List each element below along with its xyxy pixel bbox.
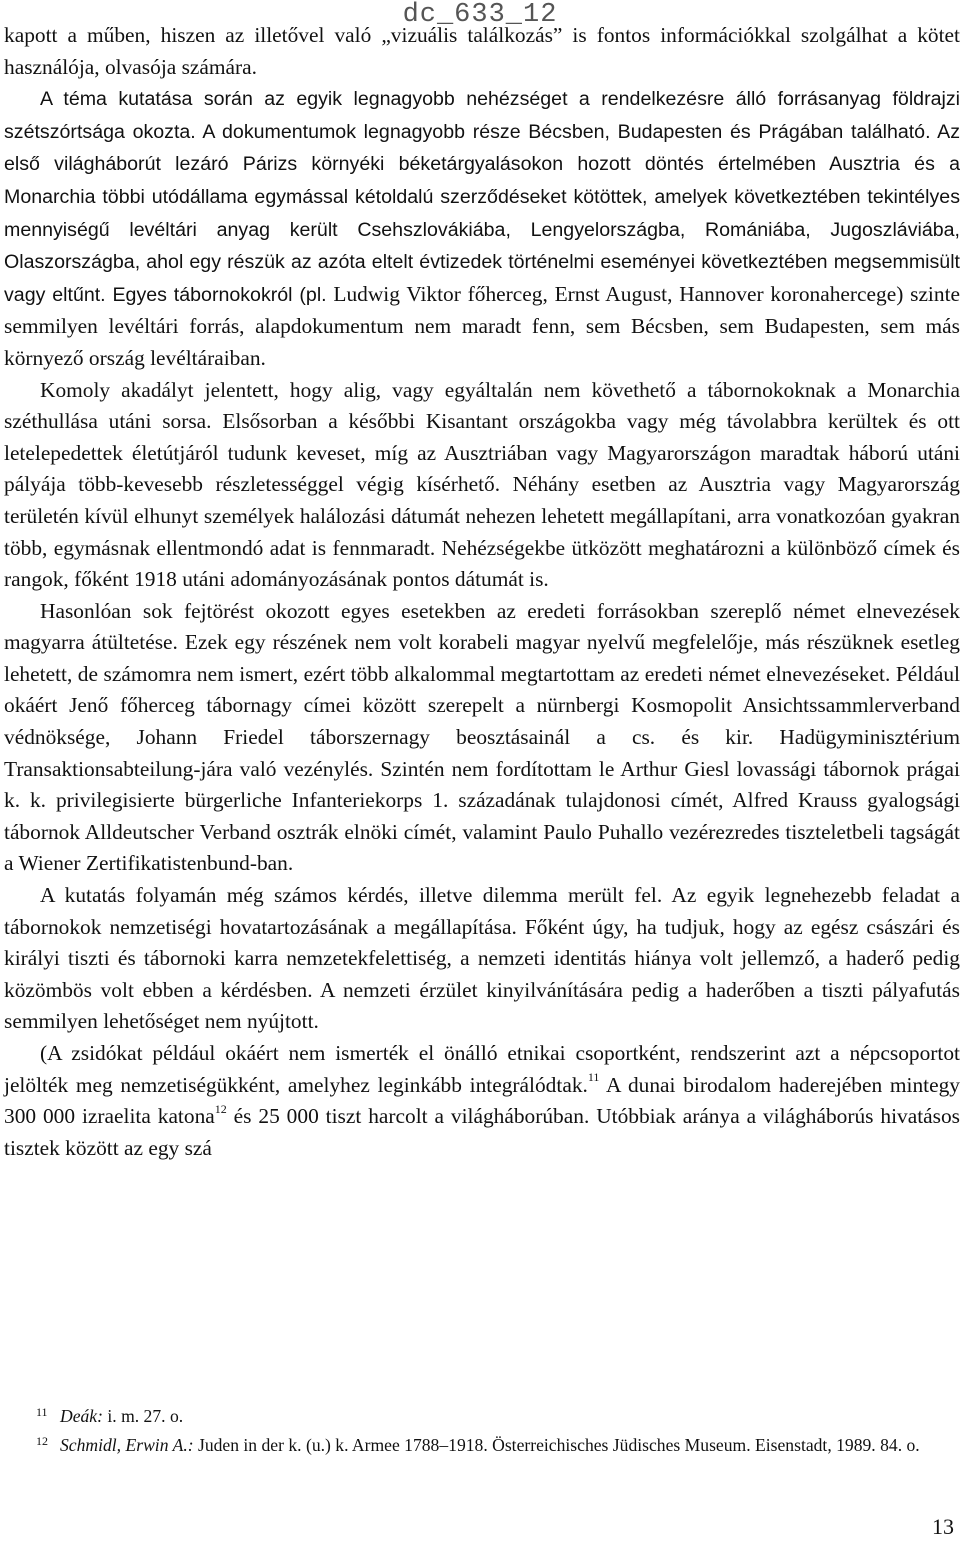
body-text — [4, 20, 960, 1164]
paragraph-3: Komoly akadályt jelentett, hogy alig, vagy egyáltalán nem követhető a tábornokoknak a Monarchia széthullása utáni sorsa. Elsősorban a későbbi Kisantant országokba vagy még távolabbra kerültek és ott letelepedettek életútjáról tudunk keveset, míg az Ausztriában vagy Magyarországon maradtak háború utáni pályája több-kevesebb részletességgel végig kísérhető. Néhány esetben az Ausztria vagy Magyarország területén kívül elhunyt személyek halálozási dátumát nehezen lehetett megállapítani, arra vonatkozóan gyakran több, egymásnak ellentmondó adat is fennmaradt. Nehézségekbe ütközött meghatározni a különböző címek és rangok, főként 1918 utáni adományozásának pontos dátumát is. — [4, 377, 960, 592]
footnote-11 — [4, 1403, 956, 1432]
footnote-11-number: 11 — [36, 1405, 48, 1419]
footnote-12-author: Schmidl, Erwin A.: — [60, 1435, 194, 1455]
page-number: 13 — [932, 1514, 954, 1539]
footnote-12 — [4, 1432, 956, 1461]
paragraph-2-part-b: Ludwig Viktor főherceg, Ernst August, Hannover koronahercege) szinte semmilyen levéltári forrás, alapdokumentum nem maradt fenn, sem Bécsben, sem Budapesten, sem más környező ország levéltáraiban. — [4, 281, 960, 370]
footnote-11-text: i. m. 27. o. — [102, 1406, 184, 1426]
page-header-watermark: dc_633_12 — [402, 0, 558, 30]
paragraph-4: Hasonlóan sok fejtörést okozott egyes esetekben az eredeti forrásokban szereplő német elnevezések magyarra átültetése. Ezek egy részének nem volt korabeli magyar nyelvű megfelelője, más részüknek esetleg lehetett, de számomra nem ismert, ezért több alkalommal megtartottam az eredeti német elnevezéseket. Például okáért Jenő főherceg tábornagy címei között szerepelt a nürnbergi Kosmopolit Ansichtssammlerverband védnöksége, Johann Friedel táborszernagy beosztásainál a cs. és kir. Hadügyminisztérium Transaktionsabteilung-jára való vezénylés. Szintén nem fordítottam le Arthur Giesl lovassági tábornok prágai k. k. privilegisierte bürgerliche Infanteriekorps 1. századának tulajdonosi címét, Alfred Krauss gyalogsági tábornok Alldeutscher Verband osztrák elnöki címét, valamint Paulo Puhallo vezérezredes tiszteletbeli tagságát a Wiener Zertifikatistenbund-ban. — [4, 598, 960, 876]
footnote-ref-12[interactable]: 12 — [214, 1102, 227, 1117]
paragraph-1: kapott a műben, hiszen az illetővel való „vizuális találkozás” is fontos információkkal szolgálhat a kötet használója, olvasója számára. — [4, 23, 960, 79]
paragraph-6-part-c: és 25 000 tiszt harcolt a világháborúban. Utóbbiak aránya a világháborús hivatásos tisztek között az egy szá — [4, 1104, 960, 1160]
paragraph-6-part-a: (A zsidókat például okáért nem ismerték el önálló etnikai csoportként, rendszerint azt a népcsoportot jelölték meg nemzetiségükként, amelyhez leginkább integrálódtak. — [4, 1041, 960, 1097]
paragraph-6-part-b: A dunai birodalom haderejében mintegy 300 000 izraelita katona — [4, 1072, 960, 1129]
paragraph-6 — [4, 1038, 960, 1164]
footnote-ref-11[interactable]: 11 — [587, 1070, 600, 1085]
footnote-12-number: 12 — [36, 1434, 48, 1448]
paragraph-5: A kutatás folyamán még számos kérdés, illetve dilemma merült fel. Az egyik legnehezebb feladat a tábornokok nemzetiségi hovatartozásának a megállapítása. Főként úgy, ha tudjuk, hogy az egész császári és királyi tiszti és tábornoki karra nemzetekfelettiség, a nemzeti identitás hiánya volt jellemző, a haderő pedig közömbös volt ebben a kérdésben. A nemzeti érzület kinyilvánítására pedig a haderőben a tiszti pályafutás semmilyen lehetőséget nem nyújtott. — [4, 883, 960, 1034]
footnote-12-text: Juden in der k. (u.) k. Armee 1788–1918. Österreichisches Jüdisches Museum. Eisenstadt, 1989. 84. o. — [193, 1435, 920, 1455]
paragraph-2-part-a: A téma kutatása során az egyik legnagyobb nehézséget a rendelkezésre álló forrásanyag földrajzi szétszórtsága okozta. A dokumentumok legnagyobb része Bécsben, Budapesten és Prágában található. Az első világháborút lezáró Párizs környéki béketárgyalásokon hozott döntés értelmében Ausztria és a Monarchia többi utódállama egymással kétoldalú szerződéseket kötöttek, amelyek következtében tekintélyes mennyiségű levéltári anyag került Csehszlovákiába, Lengyelországba, Romániába, Jugoszláviába, Olaszországba, ahol egy részük az azóta eltelt évtizedek történelmi eseményei következtében megsemmisült vagy eltűnt. Egyes tábornokokról (pl. — [4, 88, 960, 306]
paragraph-2 — [4, 83, 960, 374]
footnotes — [4, 1403, 956, 1461]
footnote-11-author: Deák: — [60, 1406, 103, 1426]
